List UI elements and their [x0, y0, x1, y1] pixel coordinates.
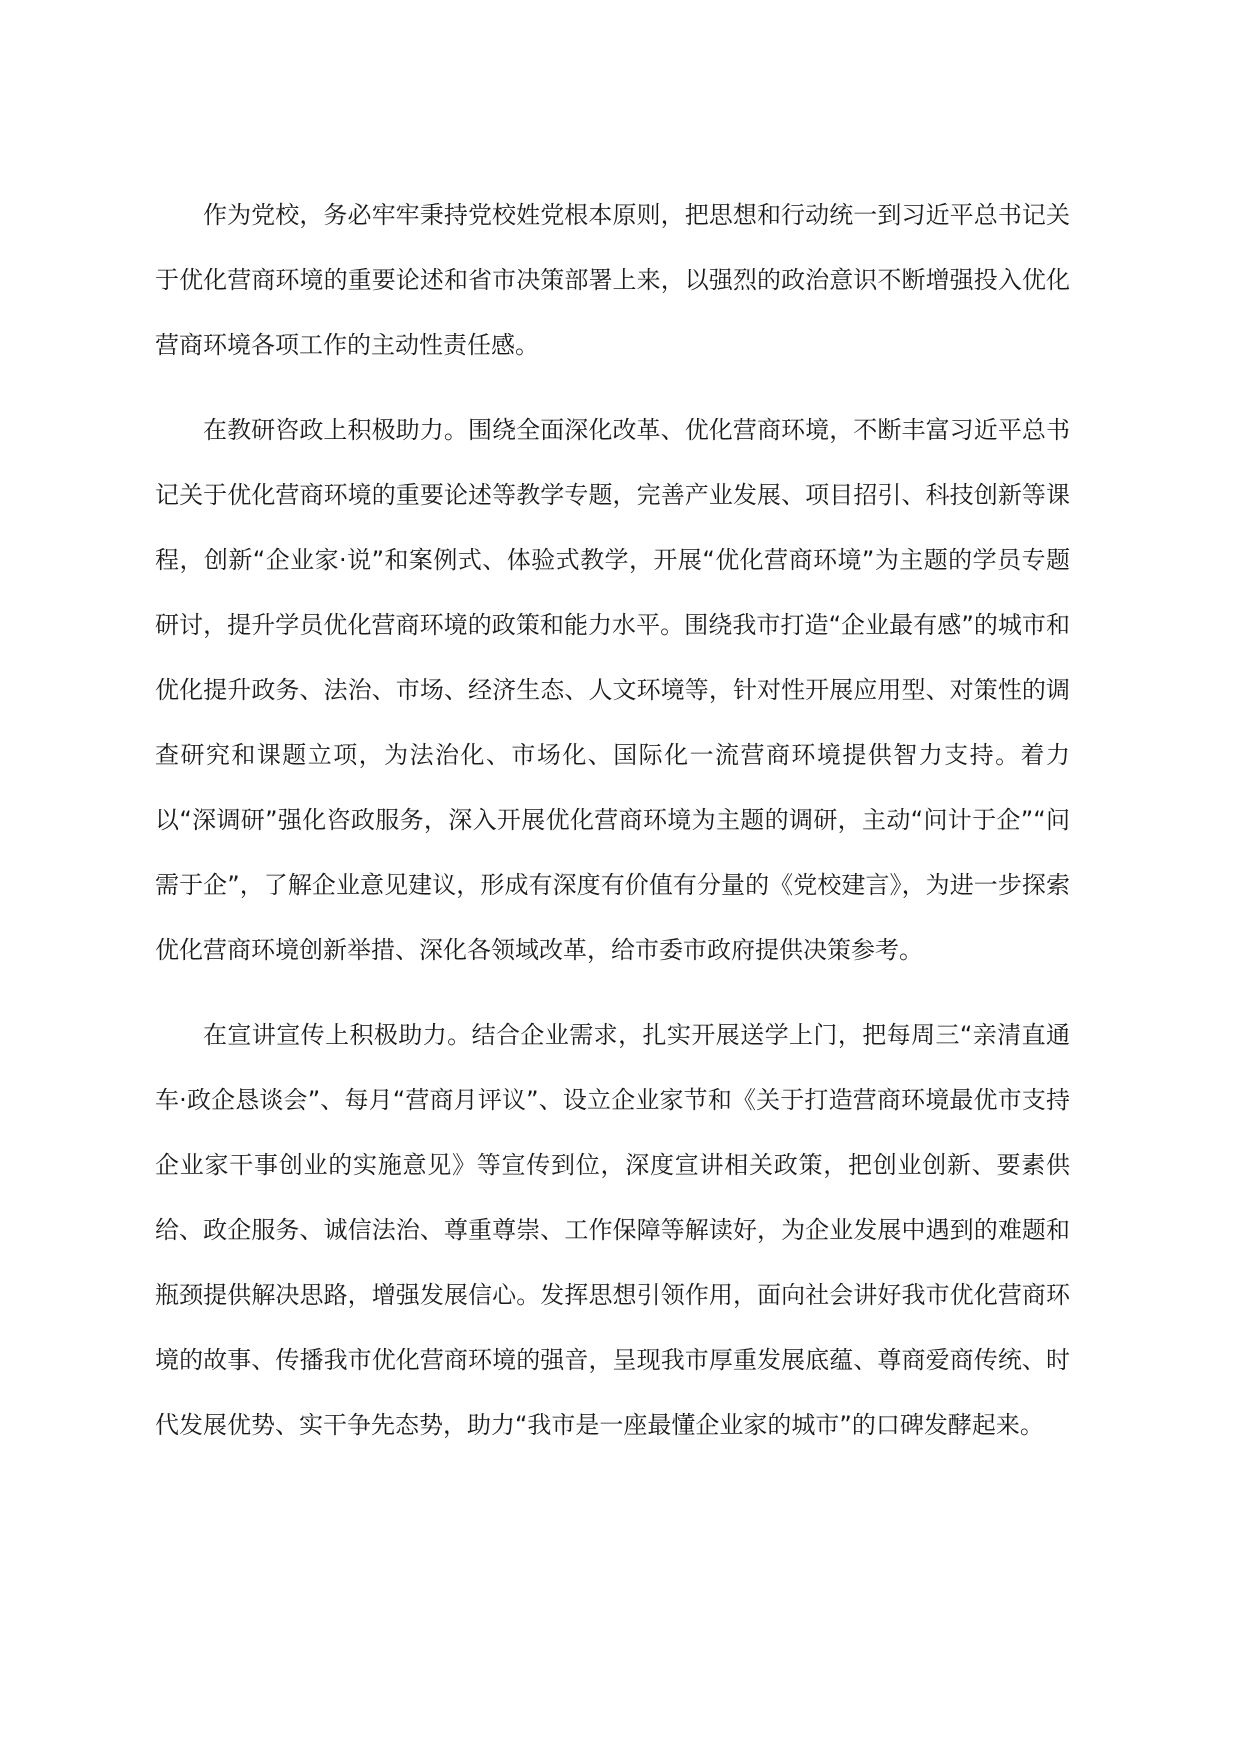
document-body	[155, 183, 1070, 1478]
paragraph-publicity: 在宣讲宣传上积极助力。结合企业需求，扎实开展送学上门，把每周三“亲清直通车·政企恳谈会”、每月“营商月评议”、设立企业家节和《关于打造营商环境最优市支持企业家干事创业的实施意见》等宣传到位，深度宣讲相关政策，把创业创新、要素供给、政企服务、诚信法治、尊重尊崇、工作保障等解读好，为企业发展中遇到的难题和瓶颈提供解决思路，增强发展信心。发挥思想引领作用，面向社会讲好我市优化营商环境的故事、传播我市优化营商环境的强音，呈现我市厚重发展底蕴、尊商爱商传统、时代发展优势、实干争先态势，助力“我市是一座最懂企业家的城市”的口碑发酵起来。	[155, 1021, 1070, 1439]
paragraph-party-school-principle: 作为党校，务必牢牢秉持党校姓党根本原则，把思想和行动统一到习近平总书记关于优化营商环境的重要论述和省市决策部署上来，以强烈的政治意识不断增强投入优化营商环境各项工作的主动性责任感。	[155, 201, 1070, 359]
paragraph-teaching-research: 在教研咨政上积极助力。围绕全面深化改革、优化营商环境，不断丰富习近平总书记关于优化营商环境的重要论述等教学专题，完善产业发展、项目招引、科技创新等课程，创新“企业家·说”和案例式、体验式教学，开展“优化营商环境”为主题的学员专题研讨，提升学员优化营商环境的政策和能力水平。围绕我市打造“企业最有感”的城市和优化提升政务、法治、市场、经济生态、人文环境等，针对性开展应用型、对策性的调查研究和课题立项，为法治化、市场化、国际化一流营商环境提供智力支持。着力以“深调研”强化咨政服务，深入开展优化营商环境为主题的调研，主动“问计于企”“问需于企”，了解企业意见建议，形成有深度有价值有分量的《党校建言》，为进一步探索优化营商环境创新举措、深化各领域改革，给市委市政府提供决策参考。	[155, 416, 1070, 964]
